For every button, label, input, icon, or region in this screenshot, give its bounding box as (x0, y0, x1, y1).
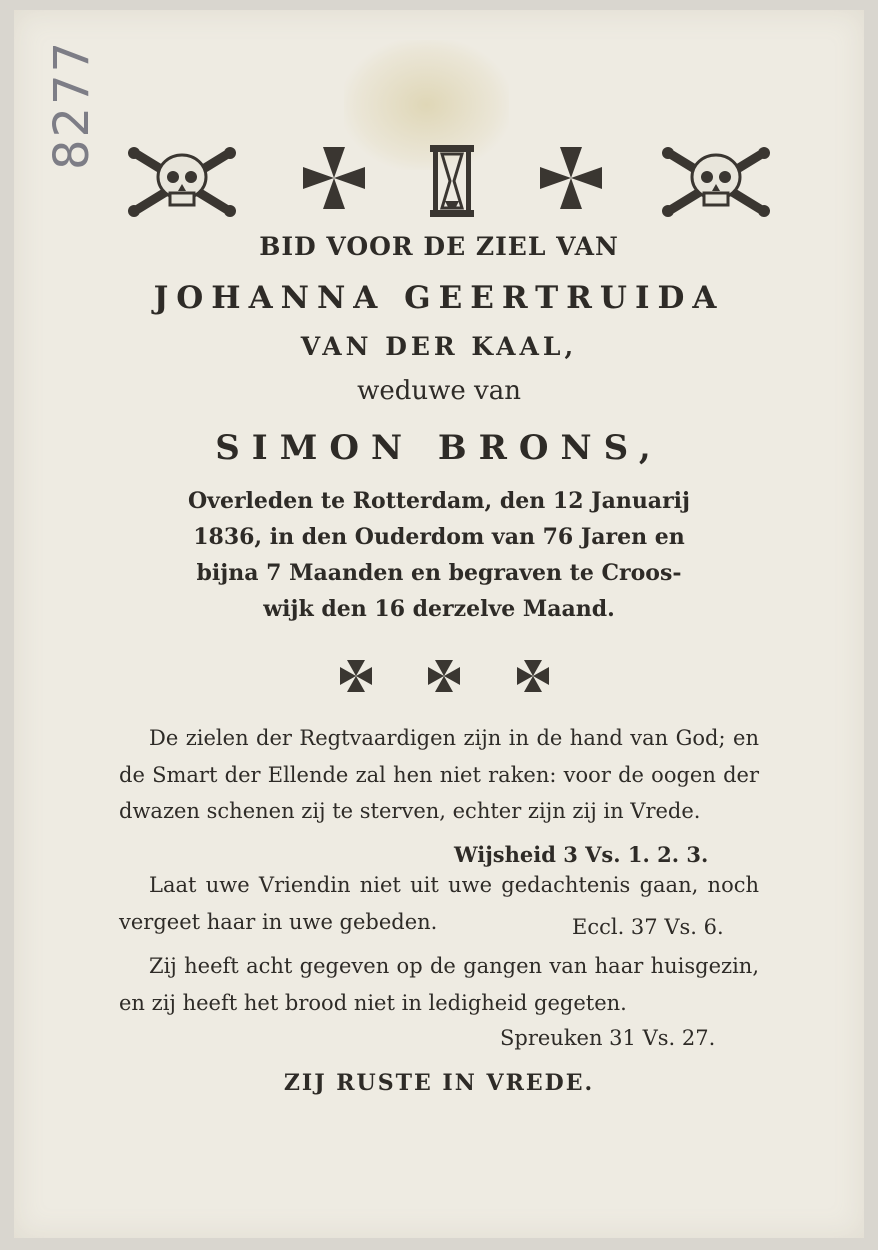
widow-label: weduwe van (357, 376, 521, 406)
deceased-first-names: JOHANNA GEERTRUIDA (153, 280, 725, 316)
verse-wisdom (119, 720, 759, 830)
details-line: 1836, in den Ouderdom van 76 Jaren en (193, 524, 685, 550)
hourglass-icon (428, 145, 476, 217)
verse-text: De zielen der Regtvaardigen zijn in de hand van God; en de Smart der Ellende zal hen niet raken: voor de oogen der dwazen schenen zij te sterven, echter zijn zij in Vrede. (119, 726, 759, 823)
verse-proverbs (119, 948, 759, 1021)
details-line: bijna 7 Maanden en begraven te Croos- (196, 560, 682, 586)
verse-text: Laat uwe Vriendin niet uit uwe gedachtenis gaan, noch vergeet haar in uwe gebeden. (119, 873, 759, 934)
spouse-name: SIMON BRONS, (215, 428, 663, 468)
skull-crossbones-icon (660, 145, 772, 220)
cross-pattee-icon (538, 145, 604, 211)
memorial-card (14, 10, 864, 1238)
verse-text: Zij heeft acht gegeven op de gangen van haar huisgezin, en zij heeft het brood niet in ledigheid gegeten. (119, 954, 759, 1015)
details-line: wijk den 16 derzelve Maand. (263, 596, 615, 622)
deceased-surname: VAN DER KAAL, (300, 332, 578, 361)
cross-pattee-icon (517, 660, 549, 692)
cross-pattee-icon (340, 660, 372, 692)
inventory-number: 8277 (44, 39, 100, 170)
verse-reference: Spreuken 31 Vs. 27. (500, 1026, 716, 1050)
closing-line: ZIJ RUSTE IN VREDE. (283, 1070, 595, 1096)
cross-pattee-icon (428, 660, 460, 692)
prayer-heading: BID VOOR DE ZIEL VAN (259, 232, 619, 261)
verse-reference: Eccl. 37 Vs. 6. (572, 915, 724, 939)
verse-reference: Wijsheid 3 Vs. 1. 2. 3. (454, 842, 709, 867)
cross-divider (14, 658, 864, 698)
details-line: Overleden te Rotterdam, den 12 Januarij (188, 488, 690, 514)
skull-crossbones-icon (126, 145, 238, 220)
ornament-row (14, 145, 864, 235)
cross-pattee-icon (301, 145, 367, 211)
